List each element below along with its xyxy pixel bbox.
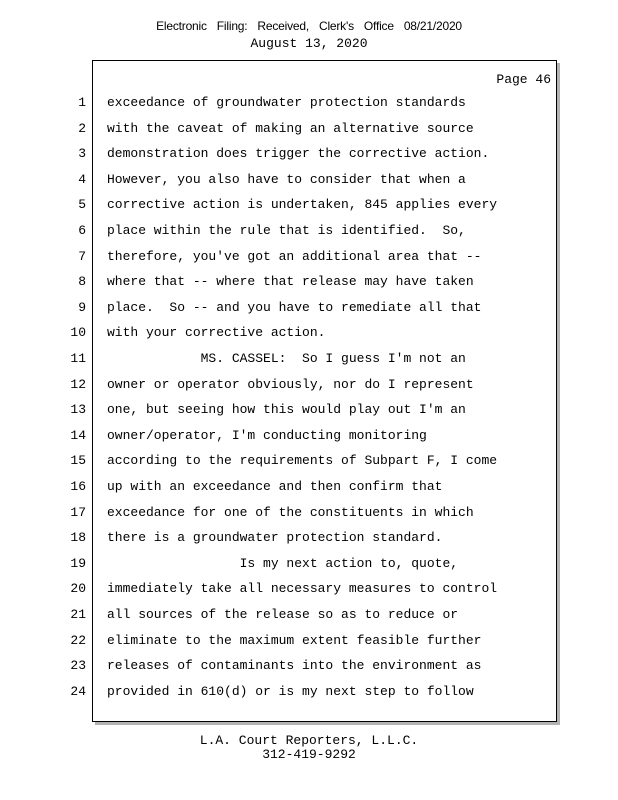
line-number: 22 <box>70 632 86 648</box>
filing-stamp <box>0 19 618 33</box>
line-text: one, but seeing how this would play out I'm an <box>107 402 466 418</box>
transcript-line <box>0 399 618 421</box>
line-number: 17 <box>70 504 86 520</box>
line-number: 14 <box>70 427 86 443</box>
line-number: 21 <box>70 607 86 622</box>
line-text: with the caveat of making an alternative source <box>107 120 474 136</box>
transcript-line <box>0 578 618 600</box>
line-text: owner or operator obviously, nor do I represent <box>107 376 474 392</box>
reporter-company: L.A. Court Reporters, L.L.C. <box>199 733 419 748</box>
line-number: 1 <box>78 95 86 110</box>
line-number: 5 <box>78 197 86 213</box>
line-number: 12 <box>70 376 86 392</box>
line-text: place within the rule that is identified. So, <box>107 223 466 238</box>
transcript-line <box>0 271 618 293</box>
transcript-line <box>0 246 618 268</box>
hearing-date: August 13, 2020 <box>250 36 368 51</box>
line-text: all sources of the release so as to reduce or <box>107 607 459 622</box>
transcript-line <box>0 118 618 140</box>
line-number: 20 <box>70 581 86 597</box>
transcript-line <box>0 655 618 677</box>
filing-stamp-part: Office <box>363 19 394 33</box>
line-text: according to the requirements of Subpart F, I come <box>107 453 498 469</box>
line-text: exceedance for one of the constituents in which <box>107 504 474 520</box>
line-number: 19 <box>70 555 86 571</box>
page-number: Page 46 <box>496 72 551 87</box>
line-number: 23 <box>70 658 86 674</box>
line-number: 6 <box>78 223 86 238</box>
transcript-line <box>0 194 618 216</box>
line-text: releases of contaminants into the environment as <box>107 658 482 674</box>
line-number: 7 <box>78 248 86 264</box>
filing-stamp-part: 08/21/2020 <box>403 19 462 33</box>
transcript-line <box>0 527 618 549</box>
filing-stamp-part: Clerk's <box>318 19 354 33</box>
line-text: place. So -- and you have to remediate all that <box>107 299 482 315</box>
line-number: 24 <box>70 683 86 699</box>
transcript-line <box>0 220 618 242</box>
transcript-line <box>0 604 618 626</box>
transcript-line <box>0 169 618 191</box>
line-number: 2 <box>78 120 86 136</box>
line-number: 18 <box>70 530 86 546</box>
line-text: where that -- where that release may have taken <box>107 274 474 290</box>
transcript-line <box>0 630 618 652</box>
line-text: eliminate to the maximum extent feasible further <box>107 632 482 648</box>
line-text: up with an exceedance and then confirm that <box>107 479 443 494</box>
line-number: 4 <box>78 171 86 187</box>
line-number: 3 <box>78 146 86 162</box>
line-number: 8 <box>78 274 86 290</box>
line-text: exceedance of groundwater protection standards <box>107 95 466 110</box>
filing-stamp-part: Received, <box>257 19 309 33</box>
line-number: 15 <box>70 453 86 469</box>
line-number: 16 <box>70 479 86 494</box>
transcript-line <box>0 553 618 575</box>
line-text: However, you also have to consider that when a <box>107 171 466 187</box>
line-text: therefore, you've got an additional area that -- <box>107 248 482 264</box>
transcript-line <box>0 92 618 114</box>
transcript-line <box>0 476 618 498</box>
transcript-line <box>0 425 618 447</box>
line-number: 9 <box>78 299 86 315</box>
transcript-line <box>0 502 618 524</box>
line-number: 13 <box>70 402 86 418</box>
line-text: there is a groundwater protection standard. <box>107 530 443 546</box>
line-text: with your corrective action. <box>107 325 326 341</box>
line-text: provided in 610(d) or is my next step to follow <box>107 683 474 699</box>
line-text: immediately take all necessary measures to control <box>107 581 498 597</box>
transcript-line <box>0 374 618 396</box>
transcript-line <box>0 297 618 319</box>
transcript-line <box>0 322 618 344</box>
line-number: 10 <box>70 325 86 341</box>
transcript-line <box>0 450 618 472</box>
transcript-line <box>0 348 618 370</box>
filing-stamp-part: Electronic <box>156 19 207 33</box>
line-text: demonstration does trigger the corrective action. <box>107 146 490 162</box>
filing-stamp-part: Filing: <box>216 19 248 33</box>
line-text: Is my next action to, quote, <box>107 555 459 571</box>
reporter-phone: 312-419-9292 <box>262 747 356 762</box>
transcript-line <box>0 681 618 703</box>
line-number: 11 <box>70 351 86 366</box>
line-text: owner/operator, I'm conducting monitoring <box>107 427 427 443</box>
line-text: corrective action is undertaken, 845 applies every <box>107 197 498 213</box>
line-text: MS. CASSEL: So I guess I'm not an <box>107 351 466 366</box>
transcript-line <box>0 143 618 165</box>
